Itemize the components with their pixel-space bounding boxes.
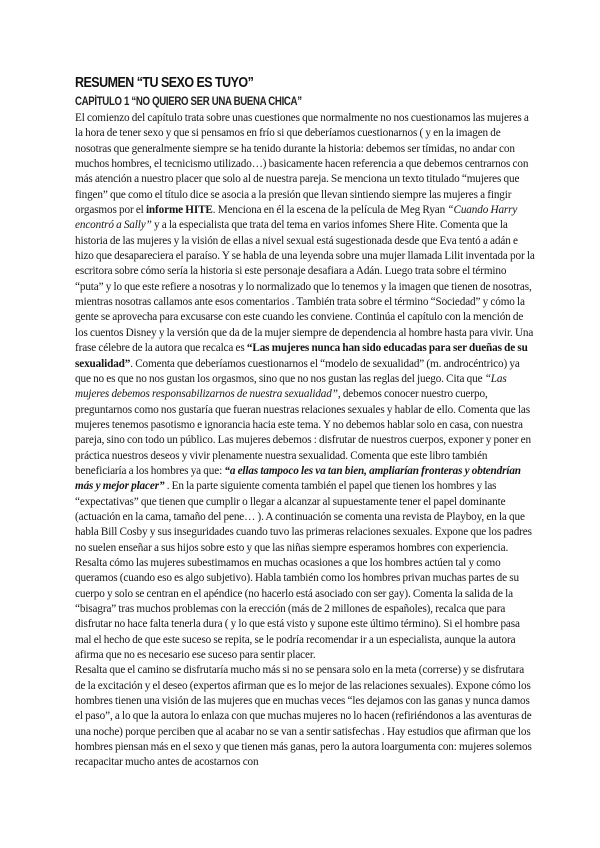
italic-quote: “Las mujeres debemos responsabilizarnos de nuestra sexualidad”, — [75, 372, 507, 401]
body-text: . Menciona en él la escena de la película de Meg Ryan — [212, 204, 448, 217]
chapter-heading: CAPÍTULO 1 “NO QUIERO SER UNA BUENA CHICA” — [75, 96, 302, 108]
paragraph — [75, 111, 535, 663]
bold-text: informe HITE — [145, 204, 213, 217]
body-text: . En la parte siguiente comenta también el papel que tienen los hombres y las “expectativas” que tienen que cumplir o llegar a alcanzar al supuestamente tener el papel dominante (actuación en la cama, tamaño del pene… ). A continuación se comenta una revista de Playboy, en la que habla Bill Cosby y sus inseguridades cuando tuvo las primeras relaciones sexuales. Expone que los padres no suelen enseñar a sus hijos sobre esto y que las niñas siempre esperamos hombres con experiencia. Resalta cómo las mujeres subestimamos en muchas ocasiones a que los hombres actúen tal y como queramos (cuando eso es algo subjetivo). Habla también como los hombres privan muchas partes de su cuerpo y solo se centran en el apéndice (no hacerlo está asociado con ser gay). Comenta la salida de la “bisagra” tras muchos problemas con la erección (más de 2 millones de españoles), recalca que para disfrutar no hace falta tenerla dura ( y lo que está visto y supone este último término). Si el hombre pasa mal el hecho de que este suceso se repita, se le podría recomendar ir a un especialista, aunque la autora afirma que no es necesario ese suceso para sentir placer. — [75, 480, 532, 662]
document-title: RESUMEN “TU SEXO ES TUYO” — [75, 75, 254, 91]
document-body — [75, 111, 535, 771]
body-text: debemos conocer nuestro cuerpo, preguntarnos como nos gustaría que fueran nuestras relaciones sexuales y hablar de ello. Comenta que las mujeres tenemos pasotismo e ignorancia hacia este tema. Y no debemos hablar solo en casa, con nuestra pareja, sino con todo un público. Las mujeres debemos : disfrutar de nuestros cuerpos, exponer y poner en práctica nuestros deseos y vivir plenamente nuestra sexualidad. Comenta que este libro también beneficiaría a los hombres ya que: — [75, 388, 531, 477]
document-page — [75, 74, 535, 771]
paragraph: Resalta que el camino se disfrutaría mucho más si no se pensara solo en la meta (correrse) y se disfrutara de la excitación y el deseo (expertos afirman que es lo mejor de las relaciones sexuales). Expone cómo los hombres tienen una visión de las mujeres que en muchas veces “les dejamos con las ganas y nunca damos el paso”, a lo que la autora lo enlaza con que muchas mujeres no lo hacen (refiriéndonos a las aventuras de una noche) porque perciben que al acabar no se van a sentir satisfechas . Hay estudios que afirman que los hombres piensan más en el sexo y que tienen más ganas, pero la autora loargumenta con: mujeres solemos recapacitar mucho antes de acostarnos con — [75, 664, 532, 769]
body-text: El comienzo del capítulo trata sobre unas cuestiones que normalmente no nos cuestionamos las mujeres a la hora de tener sexo y que si pensamos en frío si que deberíamos cuestionarnos ( y en la imagen de nosotras que generalmente siempre se ha tenido durante la historia: debemos ser tímidas, no andar con muchos hombres, el tecnicismo utilizado…) basicamente hacen referencia a que debemos centrarnos con más atención a nuestro placer que solo al de nuestra pareja. Se menciona un texto titulado “mujeres que fingen” que como el título dice se asocia a la presión que llevan sintiendo siempre las mujeres a fingir orgasmos por el — [75, 112, 529, 217]
bold-italic-quote: “a ellas tampoco les va tan bien, ampliarían fronteras y obtendrían más y mejor placer” — [75, 464, 521, 493]
body-text: y a la especialista que trata del tema en varios infomes Shere Hite. Comenta que la historia de las mujeres y la visión de ellas a nivel sexual está sugestionada desde que Eva tentó a adán e hizo que desapareciera el paraíso. Y se habla de una leyenda sobre una mujer llamada Lilit inventada por la escritora sobre cómo sería la historia si este personaje desafiara a Adán. Luego trata sobre el término “puta” y lo que este refiere a nosotras y lo normalizado que lo tenemos y la imagen que tienen de nosotras, mientras nosotras callamos ante esos comentarios . También trata sobre el término “Sociedad” y cómo la gente se aprovecha para excusarse con este cuando les conviene. Continúa el capítulo con la mención de los cuentos Disney y la versión que da de la mujer siempre de dependencia al hombre hasta para vivir. Una frase célebre de la autora que recalca es — [75, 219, 535, 355]
body-text: . Comenta que deberíamos cuestionarnos el “modelo de sexualidad” (m. androcéntrico) ya que no es que no nos gustan los orgasmos, sino que no nos gustan las reglas del juego. Cita que — [75, 357, 520, 385]
italic-text: “Cuando Harry encontró a Sally” — [75, 204, 518, 232]
bold-quote: “Las mujeres nunca han sido educadas para ser dueñas de su sexualidad” — [75, 342, 528, 370]
